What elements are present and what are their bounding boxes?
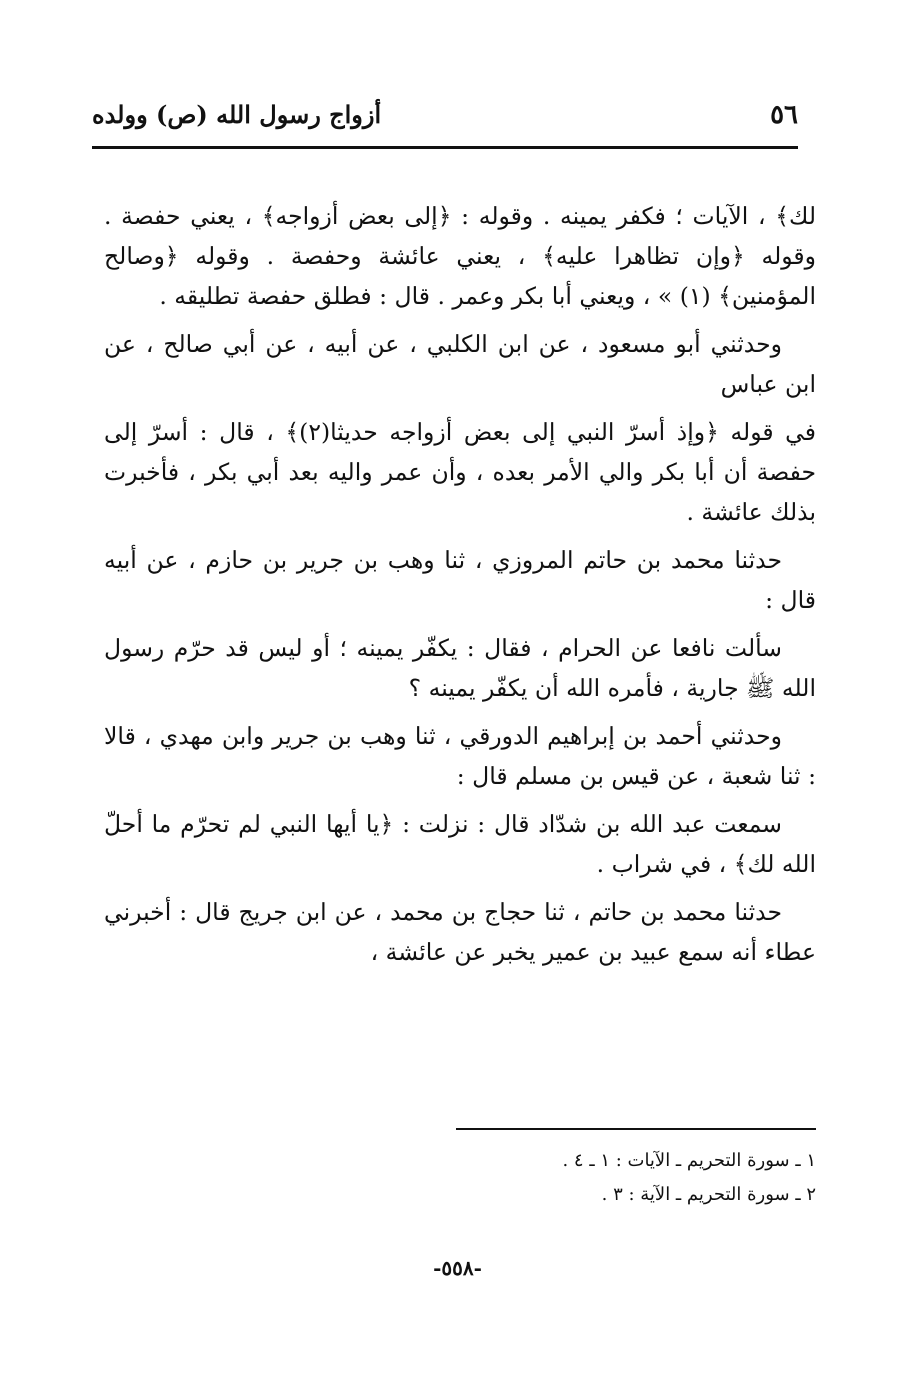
main-text <box>104 196 816 980</box>
running-title: أزواج رسول الله (ص) وولده <box>92 100 382 129</box>
paragraph: في قوله ﴿وإذ أسرّ النبي إلى بعض أزواجه حديثا(٢)﴾ ، قال : أسرّ إلى حفصة أن أبا بكر والي الأمر بعده ، وأن عمر واليه بعد أبي بكر ، فأخبرت بذلك عائشة . <box>104 418 816 526</box>
paragraph: سألت نافعا عن الحرام ، فقال : يكفّر يمينه ؛ أو ليس قد حرّم رسول الله ﷺ جارية ، فأمره الله أن يكفّر يمينه ؟ <box>104 634 816 702</box>
paragraph: حدثنا محمد بن حاتم المروزي ، ثنا وهب بن جرير بن حازم ، عن أبيه قال : <box>104 546 816 614</box>
footnotes <box>456 1144 816 1212</box>
footnote: ١ ـ سورة التحريم ـ الآيات : ١ ـ ٤ . <box>562 1150 816 1171</box>
footnote: ٢ ـ سورة التحريم ـ الآية : ٣ . <box>601 1184 816 1205</box>
paragraph: وحدثني أبو مسعود ، عن ابن الكلبي ، عن أبيه ، عن أبي صالح ، عن ابن عباس <box>104 330 816 398</box>
running-header <box>92 100 798 144</box>
paragraph: سمعت عبد الله بن شدّاد قال : نزلت : ﴿يا أيها النبي لم تحرّم ما أحلّ الله لك﴾ ، في شراب . <box>104 810 816 878</box>
footnote-rule <box>456 1128 816 1130</box>
folio-number: -٥٥٨- <box>433 1256 482 1280</box>
paragraph: لك﴾ ، الآيات ؛ فكفر يمينه . وقوله : ﴿إلى بعض أزواجه﴾ ، يعني حفصة . وقوله ﴿وإن تظاهرا عليه﴾ ، يعني عائشة وحفصة . وقوله ﴿وصالح المؤمنين﴾ (١) » ، ويعني أبا بكر وعمر . قال : فطلق حفصة تطليقه . <box>104 202 816 310</box>
paragraph: وحدثني أحمد بن إبراهيم الدورقي ، ثنا وهب بن جرير وابن مهدي ، قالا : ثنا شعبة ، عن قيس بن مسلم قال : <box>104 722 816 790</box>
page-number: ٥٦ <box>770 100 798 130</box>
paragraph: حدثنا محمد بن حاتم ، ثنا حجاج بن محمد ، عن ابن جريج قال : أخبرني عطاء أنه سمع عبيد بن عمير يخبر عن عائشة ، <box>104 898 816 966</box>
header-rule <box>92 146 798 149</box>
